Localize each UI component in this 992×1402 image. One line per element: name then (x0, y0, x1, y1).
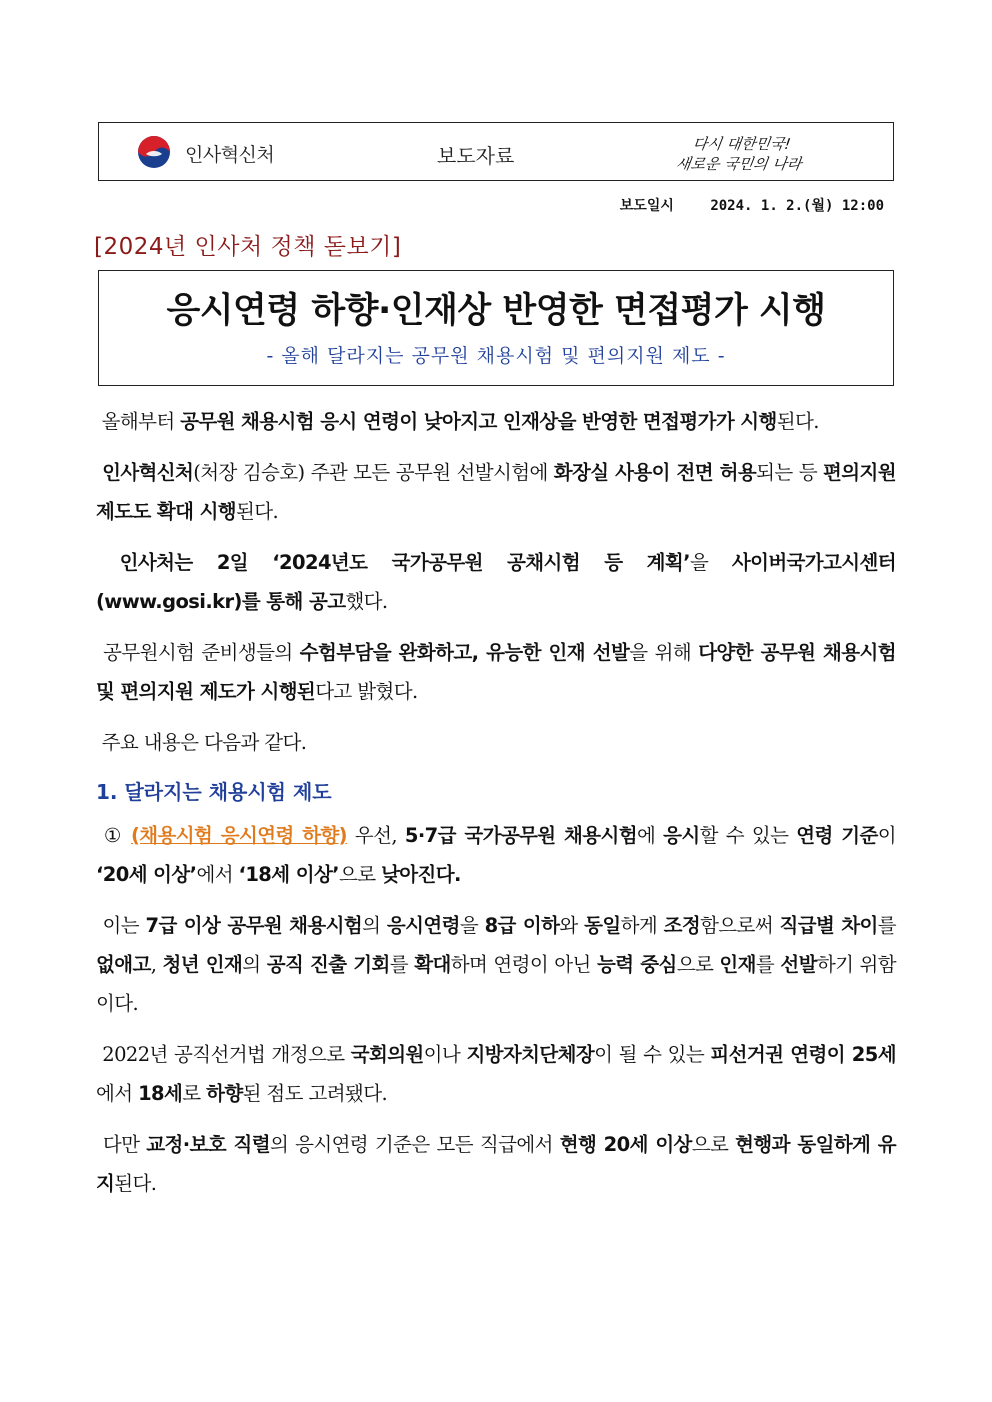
emphasis: 공무원 채용시험 응시 연령이 낮아지고 인재상을 반영한 면접평가가 시행 (180, 410, 777, 433)
org-name: 인사혁신처 (185, 144, 275, 166)
emphasis: 수험부담을 완화하고, 유능한 인재 선발 (299, 641, 630, 664)
emphasis: 지방자치단체장 (466, 1043, 595, 1066)
emphasis: 인사혁신처 (102, 461, 194, 484)
text: 에서 (196, 863, 239, 886)
text: 되는 등 (756, 461, 824, 484)
paragraph-4 (96, 633, 896, 711)
text: 할 수 있는 (699, 824, 797, 847)
page-title: 응시연령 하향·인재상 반영한 면접평가 시행 (166, 291, 826, 331)
emphasis: ‘20세 이상’ (96, 863, 197, 886)
text: 에 (636, 824, 664, 847)
emphasis: 교정·보호 직렬 (146, 1133, 270, 1156)
press-header (98, 122, 894, 181)
text: 으로 (338, 863, 382, 886)
emphasis: 편의지원 제도도 확대 시행 (96, 461, 896, 523)
text: 이는 (102, 914, 146, 937)
emphasis: 인재 (719, 953, 756, 976)
text: 로 (182, 1082, 207, 1105)
emphasis: 직급별 차이 (779, 914, 878, 937)
slogan-line1: 다시 대한민국! (691, 135, 792, 153)
release-datetime (620, 195, 884, 215)
slogan-line2: 새로운 국민의 나라 (674, 155, 803, 173)
text: 된다. (776, 410, 819, 433)
emphasis: ‘18세 이상’ (238, 863, 339, 886)
text: 공무원시험 준비생들의 (103, 641, 300, 664)
emphasis: 5·7급 국가공무원 채용시험 (404, 824, 637, 847)
text: 다만 (102, 1133, 147, 1156)
text: 우선, (346, 824, 405, 847)
emphasis: 동일 (584, 914, 621, 937)
paragraph-7 (96, 906, 896, 1023)
emphasis: 현행 20세 이상 (559, 1133, 692, 1156)
emphasis: 선발 (780, 953, 817, 976)
text: 을 위해 (629, 641, 699, 664)
emphasis: 인사처는 2일 ‘2024년도 국가공무원 공채시험 등 계획’ (119, 551, 690, 574)
text: 했다. (345, 590, 388, 613)
emphasis: 확대 (414, 953, 451, 976)
paragraph-8 (96, 1035, 896, 1113)
text: 을 (459, 914, 485, 937)
text: , (150, 953, 163, 976)
emphasis: 응시 (663, 824, 700, 847)
text: 이 될 수 있는 (594, 1043, 711, 1066)
text: 함으로써 (700, 914, 780, 937)
government-emblem-icon (137, 135, 171, 169)
text: 으로 (691, 1133, 736, 1156)
page-subtitle: - 올해 달라지는 공무원 채용시험 및 편의지원 제도 - (266, 345, 726, 367)
emphasis: 청년 인재 (162, 953, 243, 976)
emphasis: 응시연령 (386, 914, 460, 937)
paragraph-3 (96, 543, 896, 621)
emphasis: 조정 (663, 914, 701, 937)
text: 2022년 공직선거법 개정으로 (102, 1043, 351, 1066)
emphasis: 공직 진출 기회 (266, 953, 390, 976)
text: 하기 위함이다. (96, 953, 896, 1015)
release-label: 보도일시 (619, 198, 674, 214)
article-body (96, 402, 896, 1215)
text: 다고 밝혔다. (315, 680, 418, 703)
text: 에서 (96, 1082, 139, 1105)
emphasis: 다양한 공무원 채용시험 및 편의지원 제도가 시행된 (96, 641, 896, 703)
text: 올해부터 (101, 410, 181, 433)
emphasis: 피선거권 연령이 25세 (710, 1043, 896, 1066)
text: 주요 내용은 다음과 같다. (101, 731, 307, 754)
paragraph-6 (96, 816, 896, 894)
emphasis: 18세 (138, 1082, 183, 1105)
emphasis: 7급 이상 공무원 채용시험 (145, 914, 363, 937)
series-label: [2024년 인사처 정책 돋보기] (94, 234, 402, 260)
text: 의 응시연령 기준은 모든 직급에서 (269, 1133, 560, 1156)
text: 된다. (114, 1172, 157, 1195)
text: 를 (877, 914, 897, 937)
emphasis: 현행과 동일하게 유지 (96, 1133, 897, 1195)
paragraph-5 (96, 723, 896, 762)
emphasis: 국회의원 (350, 1043, 424, 1066)
text: 를 (389, 953, 415, 976)
text: 를 (755, 953, 781, 976)
text: 된다. (236, 500, 279, 523)
emphasis: 화장실 사용이 전면 허용 (553, 461, 757, 484)
text: 하게 (620, 914, 664, 937)
text: 된 점도 고려됐다. (242, 1082, 388, 1105)
emphasis: 하향 (206, 1082, 243, 1105)
text: 와 (559, 914, 585, 937)
text: 의 (362, 914, 387, 937)
highlight-tag: (채용시험 응시연령 하향) (131, 824, 347, 847)
text: (처장 김승호) 주관 모든 공무원 선발시험에 (193, 461, 554, 484)
section-heading-1: 1. 달라지는 채용시험 제도 (96, 780, 332, 804)
paragraph-2 (96, 453, 896, 531)
text: 의 (242, 953, 267, 976)
circled-number: ① (103, 824, 131, 847)
text: 이나 (423, 1043, 467, 1066)
document-type: 보도자료 (437, 144, 515, 168)
text: 을 (689, 551, 732, 574)
title-box (98, 270, 894, 386)
emphasis: 없애고 (96, 953, 151, 976)
paragraph-1 (96, 402, 896, 441)
emphasis: 사이버국가고시센터(www.gosi.kr)를 통해 공고 (96, 551, 896, 613)
emphasis: 8급 이하 (484, 914, 560, 937)
text: 으로 (676, 953, 720, 976)
release-value: 2024. 1. 2.(월) 12:00 (710, 198, 884, 214)
emphasis: 능력 중심 (596, 953, 677, 976)
emphasis: 연령 기준 (796, 824, 878, 847)
text: 하며 연령이 아닌 (450, 953, 597, 976)
slogan-handwriting (673, 129, 873, 175)
emphasis: 낮아진다. (381, 863, 461, 886)
text: 이 (877, 824, 896, 847)
paragraph-9 (96, 1125, 896, 1203)
